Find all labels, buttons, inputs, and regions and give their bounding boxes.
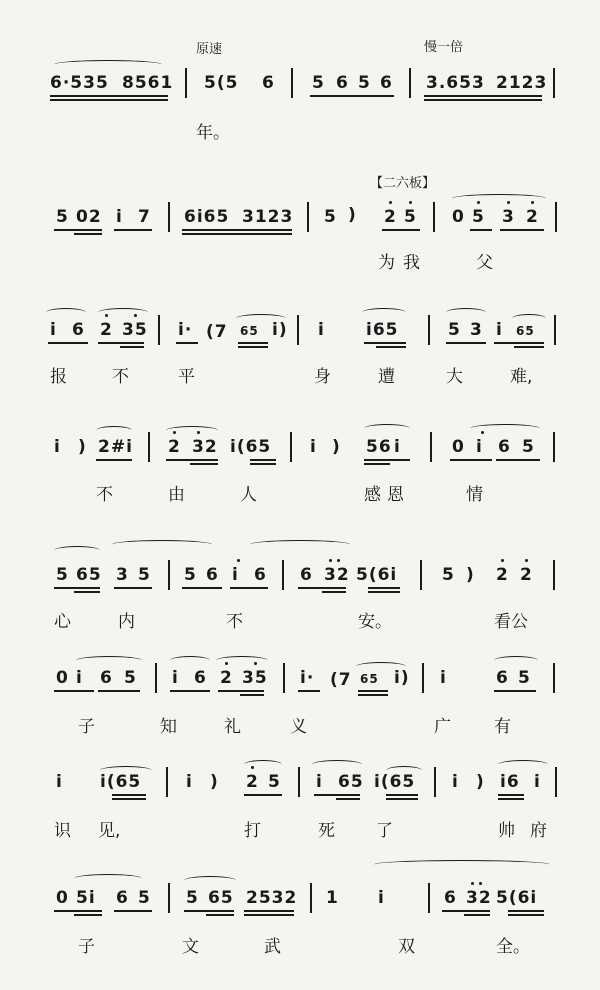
note-group: )	[210, 772, 219, 792]
note-group: 32	[192, 437, 218, 457]
note-group: 5	[442, 565, 455, 585]
lyric: 内	[118, 612, 135, 632]
note-group: (7	[330, 670, 352, 690]
note-group: i	[378, 888, 385, 908]
note-group: i)	[394, 668, 410, 688]
note-group: 5i	[76, 888, 96, 908]
note-group: i	[452, 772, 459, 792]
lyric: 由	[168, 485, 185, 505]
note-group: i	[186, 772, 193, 792]
note-group: 65	[76, 565, 102, 585]
lyric: 武	[264, 937, 281, 957]
note-group: 65	[240, 324, 259, 338]
note-group: 2	[168, 437, 181, 457]
note-group: 7	[138, 207, 151, 227]
note-group: 6	[262, 73, 275, 93]
note-group: 2532	[246, 888, 298, 908]
note-group: i·	[178, 320, 193, 340]
note-group: 65	[338, 772, 364, 792]
note-group: 6	[300, 565, 313, 585]
lyric: 为我	[378, 253, 428, 273]
note-group: 6·535	[50, 73, 109, 93]
note-group: 2	[520, 565, 533, 585]
lyric: 报	[50, 367, 67, 387]
note-group: 6	[498, 437, 511, 457]
lyric: 广	[434, 717, 451, 737]
lyric: 心	[54, 612, 71, 632]
lyric: 府	[530, 821, 547, 841]
lyric: 打	[244, 821, 261, 841]
lyric: 看公	[494, 612, 528, 632]
note-group: i(65	[100, 772, 142, 792]
note-group: i	[116, 207, 123, 227]
note-group: 5	[138, 888, 151, 908]
note-group: 0	[56, 668, 69, 688]
note-group: 0	[452, 437, 465, 457]
note-group: i	[232, 565, 239, 585]
note-group: 2	[526, 207, 539, 227]
note-group: i	[54, 437, 61, 457]
note-group: 5	[56, 565, 69, 585]
note-group: i	[50, 320, 57, 340]
note-group: 5	[184, 565, 197, 585]
lyric: 有	[494, 717, 511, 737]
note-group: 02	[76, 207, 102, 227]
lyric: 全。	[496, 937, 530, 957]
lyric: 身	[314, 367, 331, 387]
note-group: i	[76, 668, 83, 688]
lyric: 文	[182, 937, 199, 957]
note-group: 2	[100, 320, 113, 340]
lyric: 知	[160, 717, 177, 737]
note-group: (7	[206, 322, 228, 342]
note-group: )	[476, 772, 485, 792]
note-group: 35	[122, 320, 148, 340]
note-group: 5	[518, 668, 531, 688]
note-group: 56	[366, 437, 392, 457]
note-group: 6	[496, 668, 509, 688]
note-group: 5	[186, 888, 199, 908]
note-group: 1	[326, 888, 339, 908]
note-group: 2123	[496, 73, 548, 93]
lyric: 双	[398, 937, 415, 957]
section-mark: 【二六板】	[370, 176, 436, 191]
note-group: 6i65	[184, 207, 230, 227]
note-group: 0	[452, 207, 465, 227]
note-group: i	[172, 668, 179, 688]
note-group: 3	[116, 565, 129, 585]
note-group: i6	[500, 772, 520, 792]
lyric: 死	[318, 821, 335, 841]
note-group: 6	[100, 668, 113, 688]
note-group: 0	[56, 888, 69, 908]
note-group: 2	[246, 772, 259, 792]
lyric: 遭	[378, 367, 395, 387]
note-group: i	[496, 320, 503, 340]
note-group: 5(6i	[356, 565, 398, 585]
note-group: i	[534, 772, 541, 792]
note-group: 65	[360, 672, 379, 686]
note-group: 6	[336, 73, 349, 93]
note-group: 2#i	[98, 437, 133, 457]
note-group: i)	[272, 320, 288, 340]
note-group: 6	[254, 565, 267, 585]
note-group: 3	[470, 320, 483, 340]
note-group: 6	[380, 73, 393, 93]
note-group: 6	[206, 565, 219, 585]
note-group: )	[466, 565, 475, 585]
note-group: 6	[444, 888, 457, 908]
lyric: 义	[290, 717, 307, 737]
lyric: 情	[466, 485, 483, 505]
note-group: i65	[366, 320, 399, 340]
note-group: 5(6i	[496, 888, 538, 908]
lyric: 平	[178, 367, 195, 387]
lyric: 识	[54, 821, 71, 841]
note-group: 3.653	[426, 73, 485, 93]
note-group: 5	[56, 207, 69, 227]
lyric: 难,	[510, 367, 533, 387]
note-group: )	[348, 205, 357, 225]
note-group: 5	[522, 437, 535, 457]
note-group: 5	[312, 73, 325, 93]
note-group: 5(5	[204, 73, 239, 93]
note-group: i	[316, 772, 323, 792]
note-group: i	[56, 772, 63, 792]
note-group: i	[318, 320, 325, 340]
note-group: 6	[194, 668, 207, 688]
note-group: 65	[208, 888, 234, 908]
note-group: 5	[448, 320, 461, 340]
note-group: i	[440, 668, 447, 688]
note-group: 5	[324, 207, 337, 227]
note-group: i(65	[374, 772, 416, 792]
lyric: 人	[240, 485, 257, 505]
note-group: 32	[324, 565, 350, 585]
note-group: 8561	[122, 73, 174, 93]
note-group: 5	[268, 772, 281, 792]
lyric: 了	[376, 821, 393, 841]
lyric: 感恩	[364, 485, 410, 505]
note-group: 6	[72, 320, 85, 340]
note-group: 65	[516, 324, 535, 338]
note-group: 5	[404, 207, 417, 227]
lyric: 不	[96, 485, 113, 505]
lyric: 父	[476, 253, 493, 273]
note-group: i(65	[230, 437, 272, 457]
note-group: 5	[358, 73, 371, 93]
note-group: 6	[116, 888, 129, 908]
note-group: 32	[466, 888, 492, 908]
tempo-mark-slower: 慢一倍	[424, 40, 464, 55]
note-group: 2	[384, 207, 397, 227]
note-group: 3	[502, 207, 515, 227]
note-group: i	[310, 437, 317, 457]
note-group: 3123	[242, 207, 294, 227]
note-group: 2	[220, 668, 233, 688]
note-group: )	[332, 437, 341, 457]
note-group: i	[476, 437, 483, 457]
note-group: 5	[124, 668, 137, 688]
lyric: 礼	[224, 717, 241, 737]
note-group: 2	[496, 565, 509, 585]
lyric: 年。	[196, 123, 230, 143]
lyric: 见,	[98, 821, 121, 841]
lyric: 不	[226, 612, 243, 632]
lyric: 大	[446, 367, 463, 387]
note-group: 35	[242, 668, 268, 688]
note-group: )	[78, 437, 87, 457]
tempo-mark-original-speed: 原速	[196, 42, 223, 57]
lyric: 子	[78, 717, 95, 737]
note-group: i·	[300, 668, 315, 688]
note-group: 5	[472, 207, 485, 227]
note-group: 5	[138, 565, 151, 585]
lyric: 子	[78, 937, 95, 957]
lyric: 帅	[498, 821, 515, 841]
lyric: 不	[112, 367, 129, 387]
note-group: i	[394, 437, 401, 457]
lyric: 安。	[358, 612, 392, 632]
